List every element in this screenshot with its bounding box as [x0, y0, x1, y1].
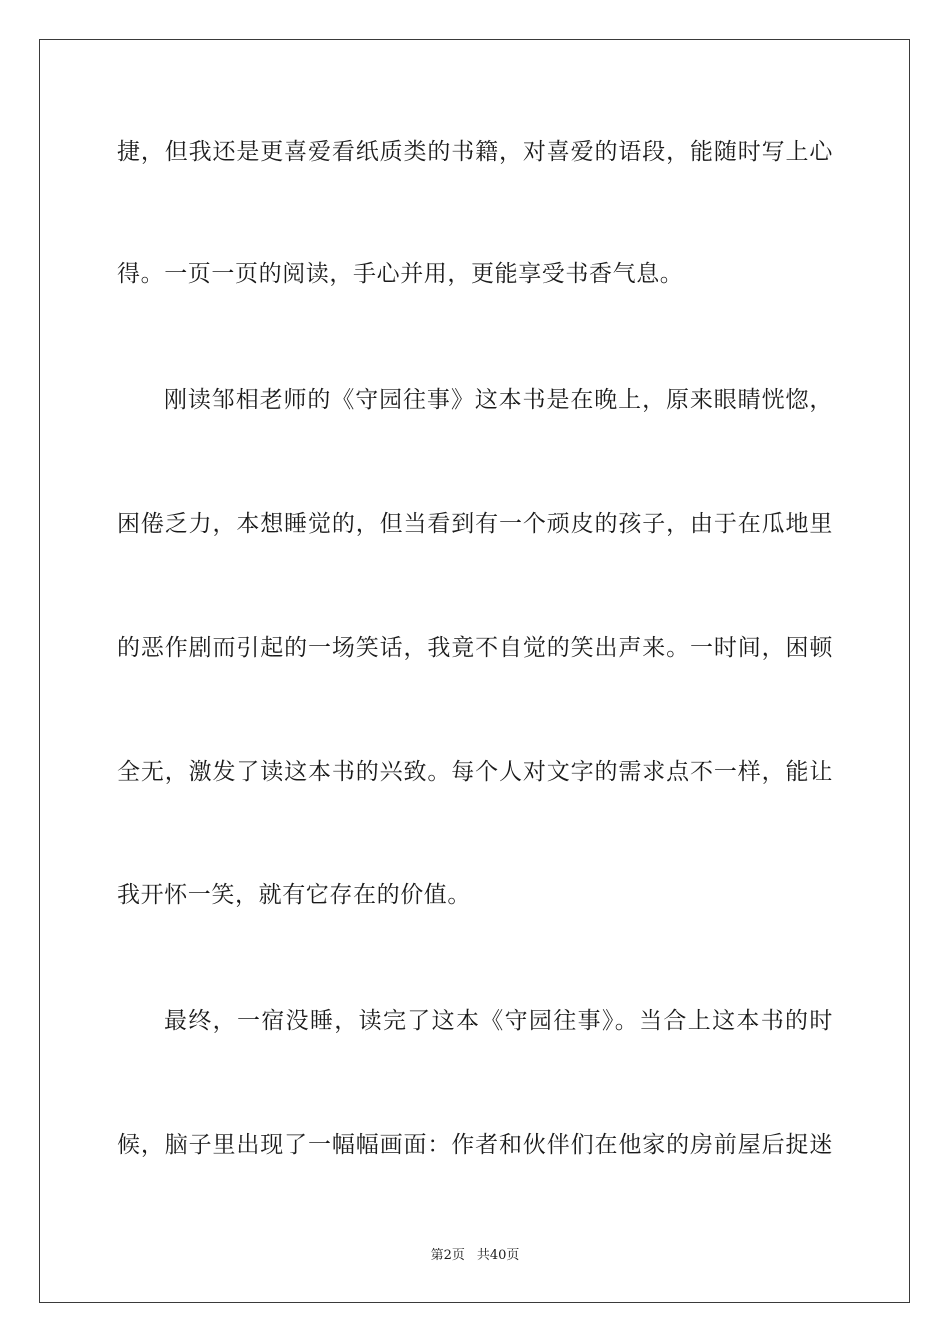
page-footer: [0, 1247, 950, 1265]
paragraph-line: 最终，一宿没睡，读完了这本《守园往事》。当合上这本书的时: [164, 1008, 833, 1034]
paragraph-line: 捷，但我还是更喜爱看纸质类的书籍，对喜爱的语段，能随时写上心: [117, 139, 833, 165]
paragraph-line: 困倦乏力，本想睡觉的，但当看到有一个顽皮的孩子，由于在瓜地里: [117, 511, 833, 537]
paragraph-line: 全无，激发了读这本书的兴致。每个人对文字的需求点不一样，能让: [117, 759, 833, 785]
paragraph-line: 的恶作剧而引起的一场笑话，我竟不自觉的笑出声来。一时间，困顿: [117, 635, 833, 661]
paragraph-line: 候，脑子里出现了一幅幅画面：作者和伙伴们在他家的房前屋后捉迷: [117, 1132, 833, 1158]
paragraph-line: 得。一页一页的阅读，手心并用，更能享受书香气息。: [117, 261, 684, 287]
total-pages: 共40页: [476, 1248, 520, 1263]
page-border: [39, 39, 910, 1303]
page-number: 第2页: [430, 1248, 465, 1263]
paragraph-line: 刚读邹相老师的《守园往事》这本书是在晚上，原来眼睛恍惚，: [164, 387, 833, 413]
paragraph-line: 我开怀一笑，就有它存在的价值。: [117, 882, 471, 908]
